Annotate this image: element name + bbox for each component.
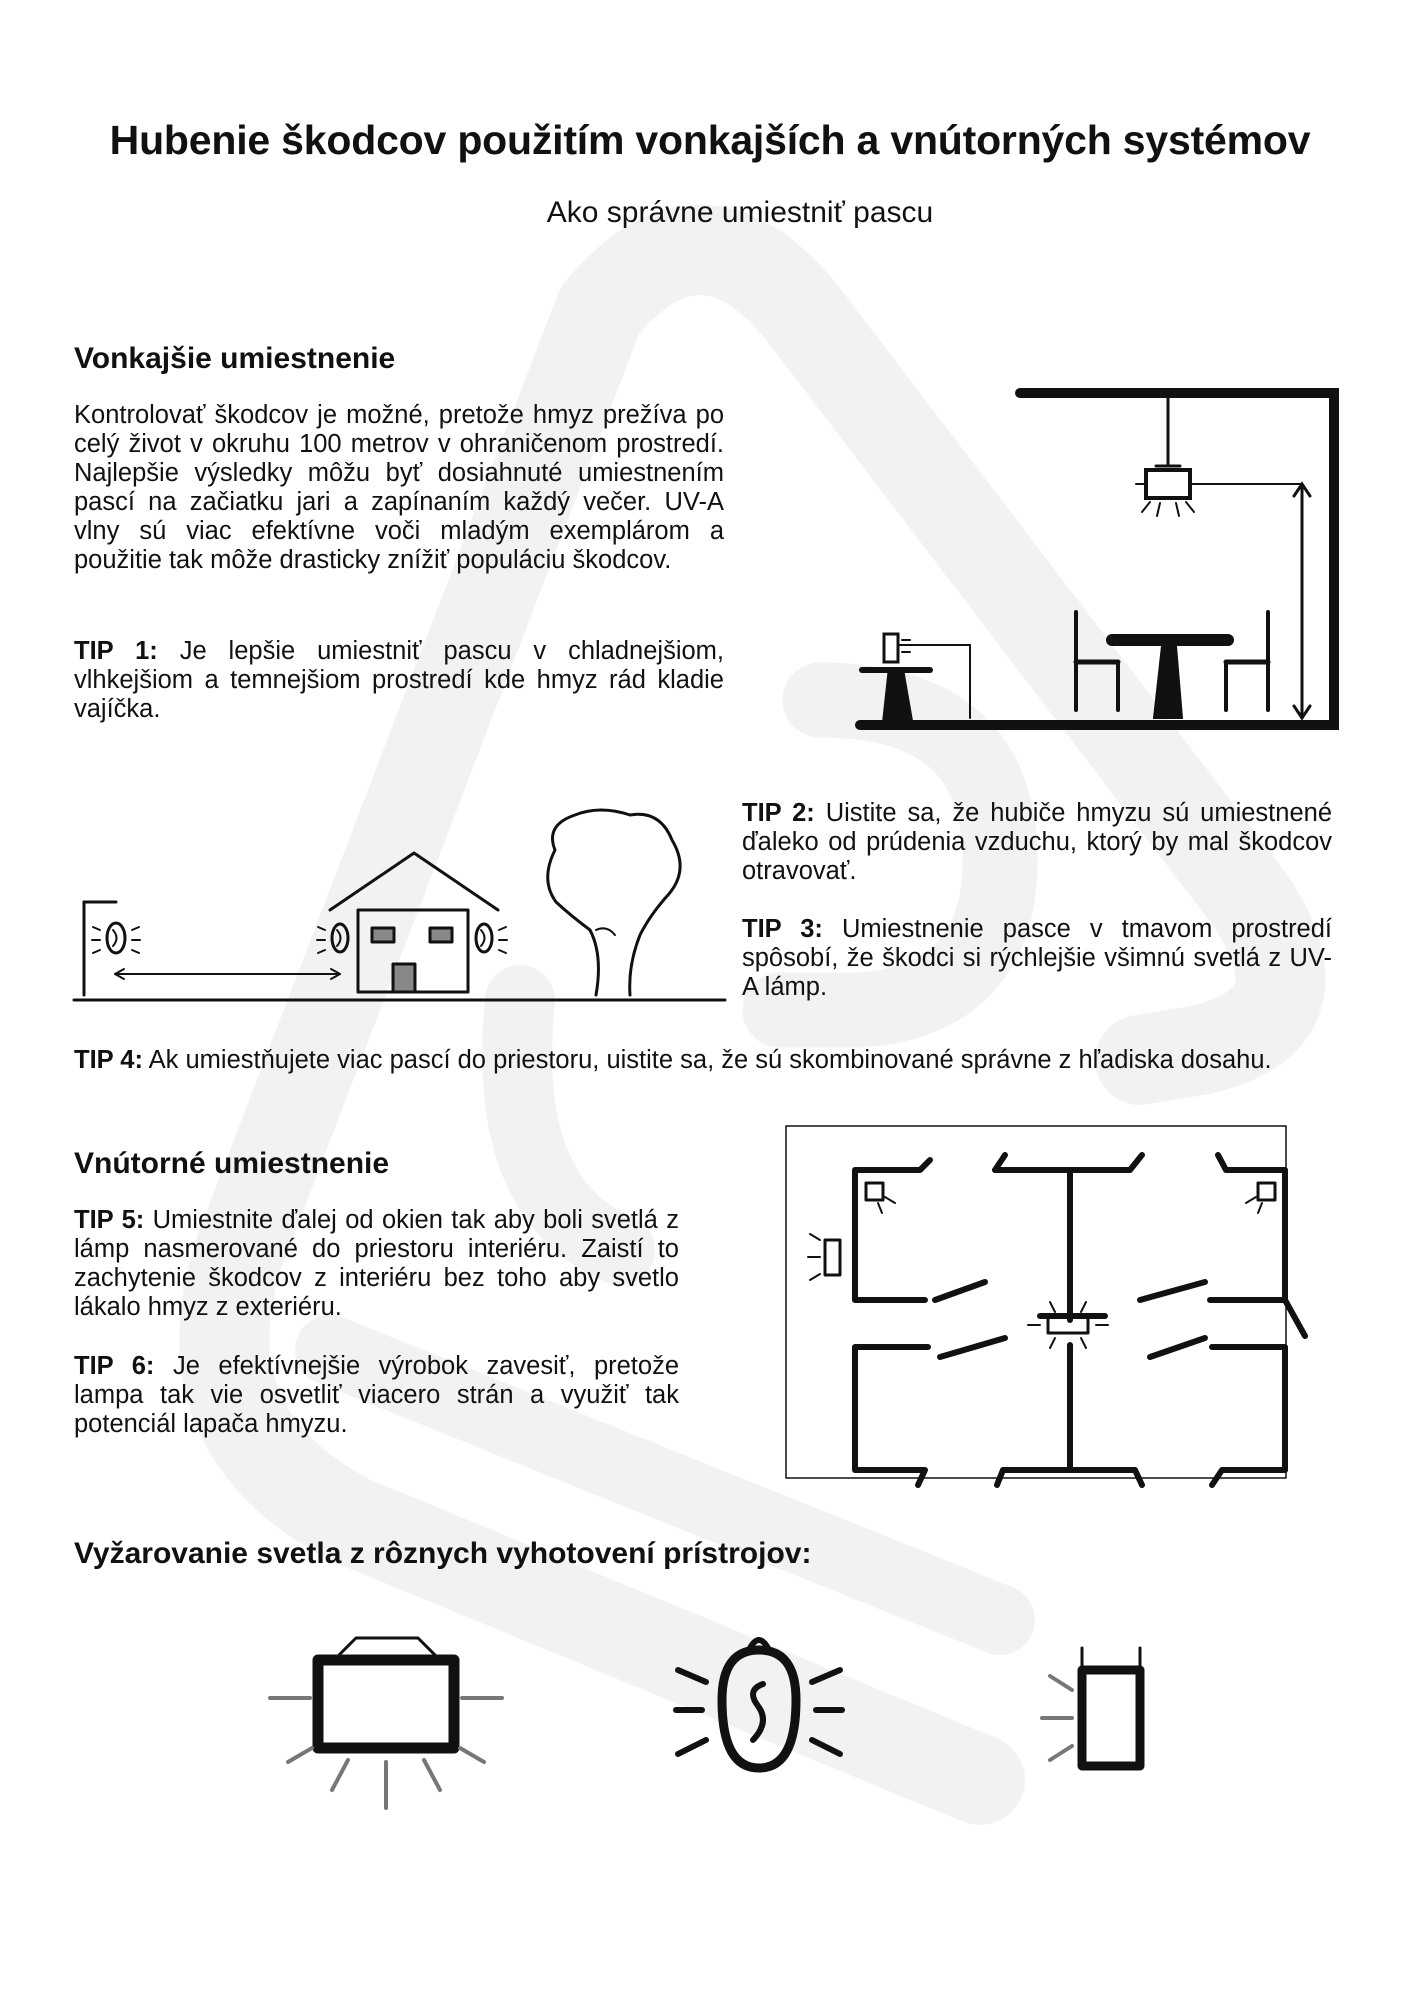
chair-right-icon [1226, 612, 1268, 710]
tip-4-label: TIP 4: [74, 1046, 143, 1074]
tip-4 [74, 1046, 1334, 1075]
chair-left-icon [1076, 612, 1118, 710]
plan-lamp-topleft-icon [866, 1183, 895, 1213]
tip-3 [742, 915, 1332, 1002]
bulb-device-icon [676, 1640, 842, 1768]
wall-lamp-device-icon [1042, 1648, 1140, 1766]
outdoor-heading: Vonkajšie umiestnenie [74, 342, 396, 375]
tip-1-text: Je lepšie umiestniť pascu v chladnejšiom, vlhkejšiom a temnejšiom prostredí kde hmyz rád kladie vajíčka. [74, 637, 725, 723]
tip-6-text: Je efektívnejšie výrobok zavesiť, pretože lampa tak vie osvetliť viacero strán a využiť tak potenciál lapača hmyzu. [74, 1352, 680, 1438]
distance-arrow [115, 969, 340, 979]
tip-5-text: Umiestnite ďalej od okien tak aby boli svetlá z lámp nasmerované do priestoru interiéru. Zaistí to zachytenie škodcov z interiéru bez toho aby svetlo lákalo hmyz z exteriéru. [74, 1206, 679, 1321]
tip-6 [74, 1352, 679, 1439]
tip-5-label: TIP 5: [74, 1206, 145, 1234]
house-lamp-right-icon [476, 924, 507, 953]
device-emission-illustration [250, 1620, 1170, 1820]
tip-1-label: TIP 1: [74, 637, 158, 665]
plan-lamp-wall-icon [808, 1234, 840, 1280]
tip-3-label: TIP 3: [742, 915, 823, 943]
small-table-icon [862, 670, 930, 718]
indoor-heading: Vnútorné umiestnenie [74, 1147, 390, 1180]
ceiling-height-arrow [1294, 484, 1310, 718]
outdoor-lamp-post-icon [92, 923, 140, 953]
tip-2-label: TIP 2: [742, 799, 815, 827]
tip-2 [742, 799, 1332, 886]
emission-heading: Vyžarovanie svetla z rôznych vyhotovení prístrojov: [74, 1537, 812, 1570]
house-lamp-left-icon [317, 924, 348, 953]
tip-3-text: Umiestnenie pasce v tmavom prostredí spôsobí, že škodci si rýchlejšie všimnú svetlá z UV-A lámp. [742, 915, 1333, 1001]
page-title: Hubenie škodcov použitím vonkajších a vnútorných systémov [109, 117, 1311, 163]
tip-1 [74, 637, 724, 724]
plan-lamp-topright-icon [1246, 1183, 1275, 1213]
hanging-lamp-device-icon [270, 1638, 502, 1808]
tip-2-text: Uistite sa, že hubiče hmyzu sú umiestnené ďaleko od prúdenia vzduchu, ktorý by mal škodcov otravovať. [742, 799, 1332, 885]
room-walls [860, 393, 1334, 725]
outdoor-placement-illustration [70, 805, 730, 1010]
ceiling-lamp-icon [1136, 466, 1200, 516]
page-subtitle: Ako správne umiestniť pascu [546, 196, 934, 229]
tip-6-label: TIP 6: [74, 1352, 155, 1380]
tip-4-text: Ak umiestňujete viac pascí do priestoru, uistite sa, že sú skombinované správne z hľadiska dosahu. [142, 1046, 1272, 1074]
tip-5 [74, 1206, 679, 1322]
dining-table-icon [1112, 640, 1228, 718]
floor-plan-illustration [780, 1120, 1320, 1490]
room-cross-section-illustration [850, 380, 1350, 730]
tree-icon [548, 810, 680, 995]
house-icon [330, 853, 498, 992]
outdoor-intro: Kontrolovať škodcov je možné, pretože hmyz prežíva po celý život v okruhu 100 metrov v ohraničenom prostredí. Najlepšie výsledky môžu byť dosiahnuté umiestnením pascí na začiatku jari a zapínaním každý večer. UV-A vlny sú viac efektívne voči mladým exemplárom a použitie tak môže drasticky znížiť populáciu škodcov. [74, 401, 724, 574]
